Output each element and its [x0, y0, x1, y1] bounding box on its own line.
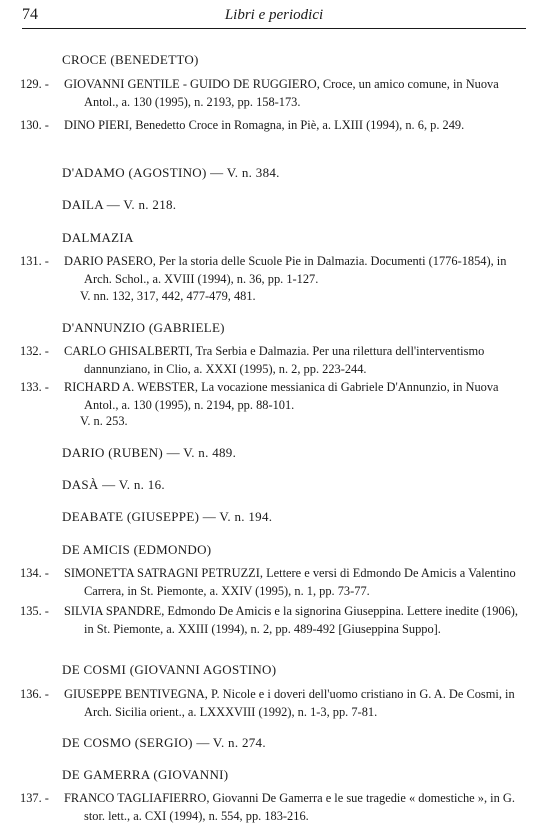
entry-number: 130. -: [20, 118, 49, 132]
see-also-133: V. n. 253.: [80, 414, 128, 428]
heading-croce: CROCE (BENEDETTO): [62, 52, 199, 67]
entry-132: [20, 342, 530, 378]
entry-136: [20, 685, 530, 721]
entry-text: FRANCO TAGLIAFIERRO, Giovanni De Gamerra e le sue tragedie « domestiche », in G. stor. lett., a. CXI (1994), n. 554, pp. 183-216.: [64, 791, 515, 823]
entry-135: [20, 602, 530, 638]
entry-text: GIOVANNI GENTILE - GUIDO DE RUGGIERO, Croce, un amico comune, in Nuova Antol., a. 130 (1995), n. 2193, pp. 158-173.: [64, 77, 499, 109]
entry-text: SILVIA SPANDRE, Edmondo De Amicis e la signorina Giuseppina. Lettere inedite (1906), in St. Piemonte, a. XXIII (1994), n. 2, pp. 489-492 [Giuseppina Suppo].: [64, 604, 519, 636]
heading-dadamo: D'ADAMO (AGOSTINO) — V. n. 384.: [62, 165, 280, 180]
heading-decosmi: DE COSMI (GIOVANNI AGOSTINO): [62, 662, 277, 677]
entry-131: [20, 252, 530, 288]
entry-133: [20, 378, 530, 414]
entry-number: 133. -: [20, 380, 49, 394]
entry-number: 131. -: [20, 254, 49, 268]
heading-deamicis: DE AMICIS (EDMONDO): [62, 542, 212, 557]
heading-dario: DARIO (RUBEN) — V. n. 489.: [62, 445, 237, 460]
page-number: 74: [22, 6, 38, 23]
heading-dasa: DASÀ — V. n. 16.: [62, 477, 165, 492]
entry-130: [20, 116, 530, 134]
entry-number: 134. -: [20, 566, 49, 580]
running-title: Libri e periodici: [224, 7, 324, 23]
entry-129: [20, 75, 530, 111]
heading-dannunzio: D'ANNUNZIO (GABRIELE): [62, 320, 225, 335]
heading-degamerra: DE GAMERRA (GIOVANNI): [62, 767, 229, 782]
entry-134: [20, 564, 530, 600]
entry-text: GIUSEPPE BENTIVEGNA, P. Nicole e i doveri dell'uomo cristiano in G. A. De Cosmi, in Arch. Sicilia orient., a. LXXXVIII (1992), n. 1-3, pp. 7-81.: [64, 687, 515, 719]
entry-137: [20, 789, 530, 825]
entry-number: 135. -: [20, 604, 49, 618]
entry-number: 136. -: [20, 687, 49, 701]
entry-text: SIMONETTA SATRAGNI PETRUZZI, Lettere e versi di Edmondo De Amicis a Valentino Carrera, in St. Piemonte, a. XXIV (1995), n. 1, pp. 73-77.: [64, 566, 516, 598]
entry-text: RICHARD A. WEBSTER, La vocazione messianica di Gabriele D'Annunzio, in Nuova Antol., a. 130 (1995), n. 2194, pp. 88-101.: [64, 380, 499, 412]
see-also-131: V. nn. 132, 317, 442, 477-479, 481.: [80, 289, 256, 303]
heading-decosmo: DE COSMO (SERGIO) — V. n. 274.: [62, 735, 266, 750]
entry-number: 137. -: [20, 791, 49, 805]
heading-daila: DAILA — V. n. 218.: [62, 197, 177, 212]
entry-text: CARLO GHISALBERTI, Tra Serbia e Dalmazia. Per una rilettura dell'interventismo dannunziano, in Clio, a. XXXI (1995), n. 2, pp. 223-244.: [64, 344, 485, 376]
entry-number: 129. -: [20, 77, 49, 91]
entry-number: 132. -: [20, 344, 49, 358]
heading-deabate: DEABATE (GIUSEPPE) — V. n. 194.: [62, 509, 273, 524]
entry-text: DINO PIERI, Benedetto Croce in Romagna, in Piè, a. LXIII (1994), n. 6, p. 249.: [64, 118, 465, 132]
entry-text: DARIO PASERO, Per la storia delle Scuole Pie in Dalmazia. Documenti (1776-1854), in Arch. Schol., a. XVIII (1994), n. 36, pp. 1-127.: [64, 254, 507, 286]
heading-dalmazia: DALMAZIA: [62, 230, 134, 245]
running-header: [22, 6, 526, 29]
